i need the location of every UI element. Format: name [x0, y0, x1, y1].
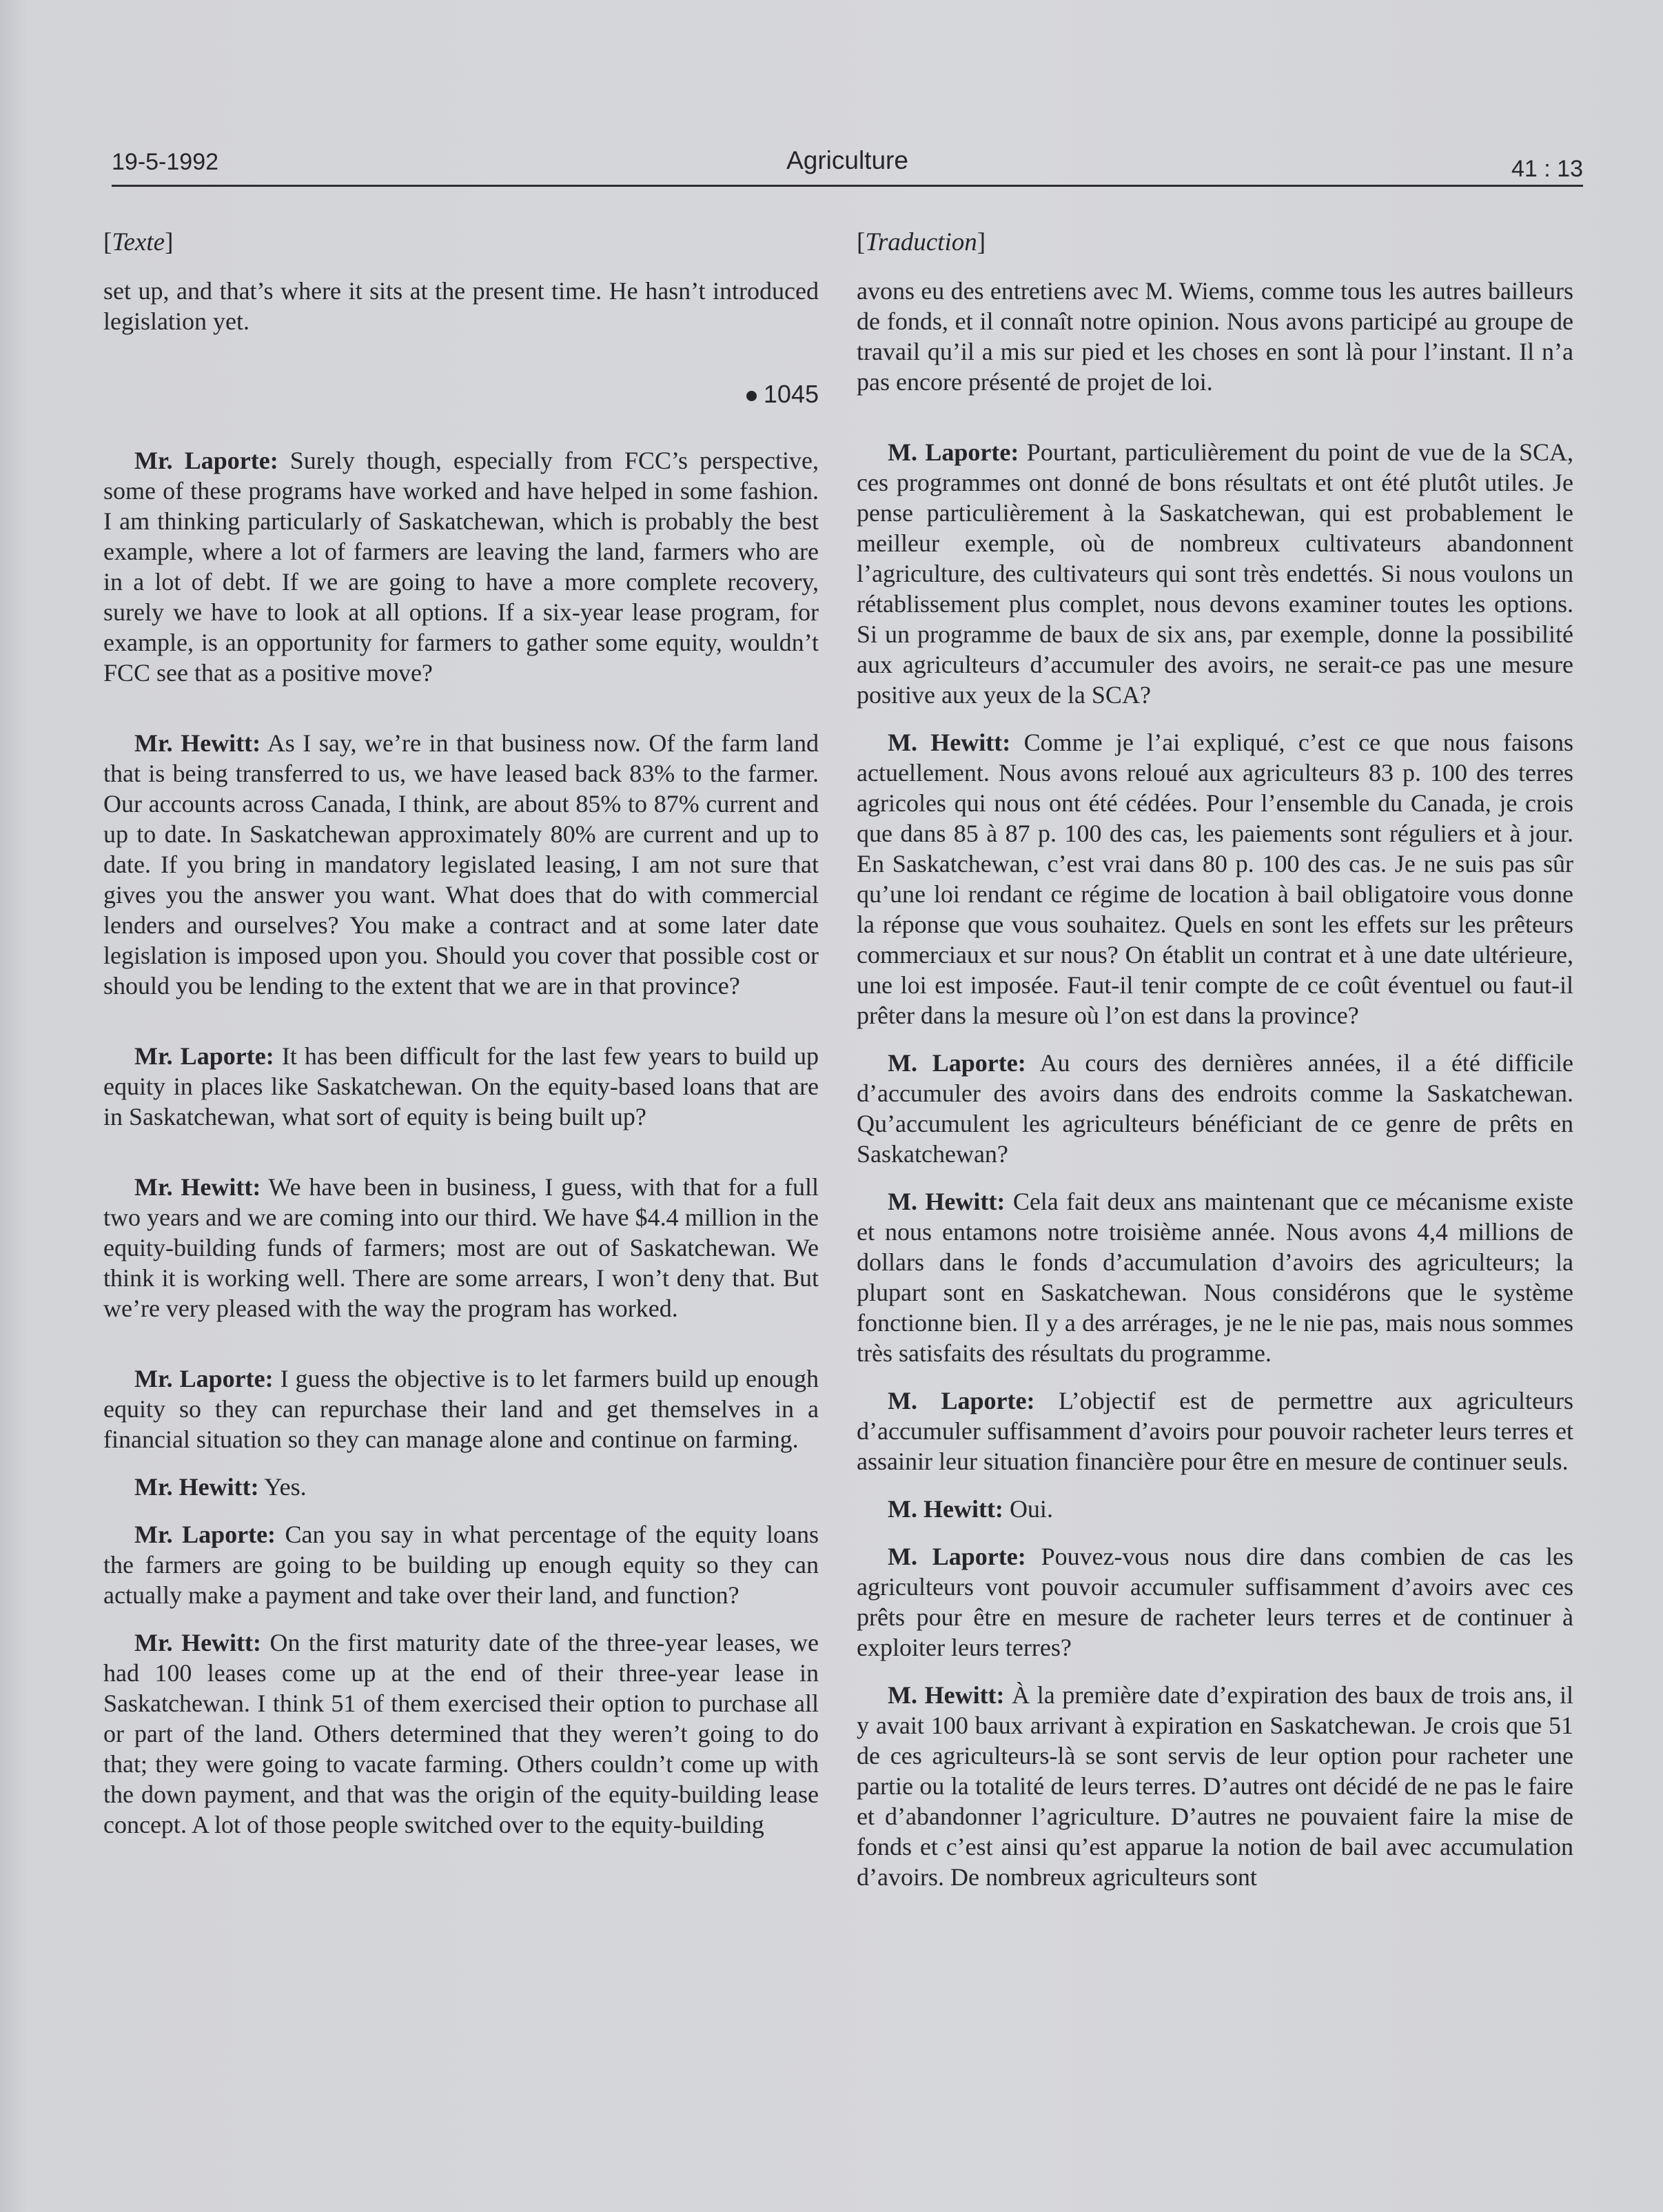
speech-paragraph: Mr. Hewitt: On the first maturity date of the three-year leases, we had 100 leases come up at the end of their three-year lease in Saskatchewan. I think 51 of them exercised their option to purchase all or part of the land. Others determined that they weren’t going to do that; they were going to vacate farming. Others couldn’t come up with the down payment, and that was the origin of the equity-building lease concept. A lot of those people switched over to the equity-building	[103, 1629, 819, 1838]
speech-paragraph: M. Laporte: Pourtant, particulièrement du point de vue de la SCA, ces programmes ont donné de bons résultats et ont été plutôt utiles. Je pense particulièrement à la Saskatchewan, qui est probablement le meilleur exemple, où de nombreux cultivateurs abandonnent l’agriculture, des cultivateurs qui sont très endettés. Si nous voulons un rétablissement plus complet, nous devons examiner toutes les options. Si un programme de baux de six ans, par exemple, donne la possibilité aux agriculteurs d’accumuler des avoirs, ne serait-ce pas une mesure positive aux yeux de la SCA?	[857, 438, 1573, 709]
header-page-number: 41 : 13	[1511, 156, 1583, 182]
speaker-name: M. Hewitt:	[888, 729, 1011, 756]
intro-paragraph: avons eu des entretiens avec M. Wiems, comme tous les autres bailleurs de fonds, et il connaît notre opinion. Nous avons participé au groupe de travail qu’il a mis sur pied et les choses en sont là pour l’instant. Il n’a pas encore présenté de projet de loi.	[857, 277, 1573, 396]
time-marker: 1045	[103, 379, 819, 409]
speech-paragraph: Mr. Hewitt: Yes.	[134, 1473, 307, 1501]
speech-paragraph: Mr. Laporte: Can you say in what percentage of the equity loans the farmers are going to be building up enough equity so they can actually make a payment and take over their land, and function?	[103, 1521, 819, 1609]
speech-paragraph: Mr. Laporte: Surely though, especially from FCC’s perspective, some of these programs have worked and have helped in some fashion. I am thinking particularly of Saskatchewan, which is probably the best example, where a lot of farmers are leaving the land, farmers who are in a lot of debt. If we are going to have a more complete recovery, surely we have to look at all options. If a six-year lease program, for example, is an opportunity for farmers to gather some equity, wouldn’t FCC see that as a positive move?	[103, 447, 819, 687]
speaker-name: Mr. Hewitt:	[134, 1473, 259, 1501]
speaker-name: M. Laporte:	[888, 438, 1019, 466]
speech-paragraph: M. Laporte: L’objectif est de permettre aux agriculteurs d’accumuler suffisamment d’avoirs pour pouvoir racheter leurs terres et assainir leur situation financière pour être en mesure de continuer seuls.	[857, 1387, 1574, 1475]
column-label: [Traduction]	[857, 228, 986, 256]
speaker-name: M. Hewitt:	[888, 1495, 1003, 1523]
page-header	[112, 146, 1583, 187]
speaker-name: Mr. Hewitt:	[134, 1629, 262, 1656]
header-title: Agriculture	[786, 146, 908, 174]
right-column-french	[857, 227, 1573, 1909]
column-label: [Texte]	[103, 228, 174, 256]
speaker-name: Mr. Laporte:	[134, 1521, 276, 1548]
speaker-name: Mr. Laporte:	[134, 1042, 274, 1070]
left-column-english	[103, 227, 819, 1857]
speech-paragraph: M. Hewitt: Cela fait deux ans maintenant que ce mécanisme existe et nous entamons notre troisième année. Nous avons 4,4 millions de dollars dans le fonds d’accumulation d’avoirs des agriculteurs; la plupart sont en Saskatchewan. Nous considérons que le système fonctionne bien. Il y a des arrérages, je ne le nie pas, mais nous sommes très satisfaits des résultats du programme.	[857, 1188, 1573, 1367]
speech-paragraph: M. Hewitt: Comme je l’ai expliqué, c’est ce que nous faisons actuellement. Nous avons reloué aux agriculteurs 83 p. 100 des terres agricoles qui nous ont été cédées. Pour l’ensemble du Canada, je crois que dans 85 à 87 p. 100 des cas, les paiements sont réguliers et à jour. En Saskatchewan, c’est vrai dans 80 p. 100 des cas. Je ne suis pas sûr qu’une loi rendant ce régime de location à bail obligatoire vous donne la réponse que vous souhaitez. Quels en sont les effets sur les prêteurs commerciaux et sur nous? On établit un contrat et à une date ultérieure, une loi est imposée. Faut-il tenir compte de ce coût éventuel ou faut-il prêter dans la mesure où l’on est dans la province?	[857, 729, 1574, 1029]
speaker-name: Mr. Hewitt:	[134, 729, 261, 757]
speech-paragraph: M. Hewitt: Oui.	[888, 1495, 1053, 1523]
speaker-name: Mr. Hewitt:	[134, 1173, 261, 1201]
speech-paragraph: Mr. Laporte: It has been difficult for the last few years to build up equity in places like Saskatchewan. On the equity-based loans that are in Saskatchewan, what sort of equity is being built up?	[103, 1042, 819, 1130]
speech-paragraph: Mr. Hewitt: We have been in business, I guess, with that for a full two years and we are coming into our third. We have $4.4 million in the equity-building funds of farmers; most are out of Saskatchewan. We think it is working well. There are some arrears, I won’t deny that. But we’re very pleased with the way the program has worked.	[103, 1173, 819, 1322]
speaker-name: Mr. Laporte:	[134, 447, 278, 474]
speaker-name: Mr. Laporte:	[134, 1365, 274, 1392]
speaker-name: M. Laporte:	[888, 1543, 1026, 1570]
speech-paragraph: Mr. Laporte: I guess the objective is to let farmers build up enough equity so they can repurchase their land and get themselves in a financial situation so they can manage alone and continue on farming.	[103, 1365, 819, 1453]
intro-paragraph: set up, and that’s where it sits at the present time. He hasn’t introduced legislation yet.	[103, 277, 819, 335]
speech-paragraph: M. Laporte: Au cours des dernières années, il a été difficile d’accumuler des avoirs dans des endroits comme la Saskatchewan. Qu’accumulent les agriculteurs bénéficiant de ce genre de prêts en Saskatchewan?	[857, 1049, 1573, 1168]
speech-paragraph: M. Laporte: Pouvez-vous nous dire dans combien de cas les agriculteurs vont pouvoir accumuler suffisamment d’avoirs avec ces prêts pour être en mesure de racheter leurs terres et de continuer à exploiter leurs terres?	[857, 1543, 1574, 1661]
speaker-name: M. Laporte:	[888, 1049, 1026, 1077]
speech-paragraph: Mr. Hewitt: As I say, we’re in that business now. Of the farm land that is being transferred to us, we have leased back 83% to the farmer. Our accounts across Canada, I think, are about 85% to 87% current and up to date. In Saskatchewan approximately 80% are current and up to date. If you bring in mandatory legislated leasing, I am not sure that gives you the answer you want. What does that do with commercial lenders and ourselves? You make a contract and at some later date legislation is imposed upon you. Should you cover that possible cost or should you be lending to the extent that we are in that province?	[103, 729, 819, 1000]
speaker-name: M. Laporte:	[888, 1387, 1035, 1414]
bullet-icon	[746, 391, 757, 401]
speaker-name: M. Hewitt:	[888, 1681, 1005, 1709]
speech-paragraph: M. Hewitt: À la première date d’expiration des baux de trois ans, il y avait 100 baux arrivant à expiration en Saskatchewan. Je crois que 51 de ces agriculteurs-là se sont servis de leur option pour racheter une partie ou la totalité de leurs terres. D’autres ont décidé de ne pas le faire et d’abandonner l’agriculture. D’autres ne pouvaient faire la mise de fonds et c’est ainsi qu’est apparue la notion de bail avec accumulation d’avoirs. De nombreux agriculteurs sont	[857, 1681, 1574, 1891]
speaker-name: M. Hewitt:	[888, 1188, 1006, 1215]
header-date: 19-5-1992	[112, 149, 219, 175]
